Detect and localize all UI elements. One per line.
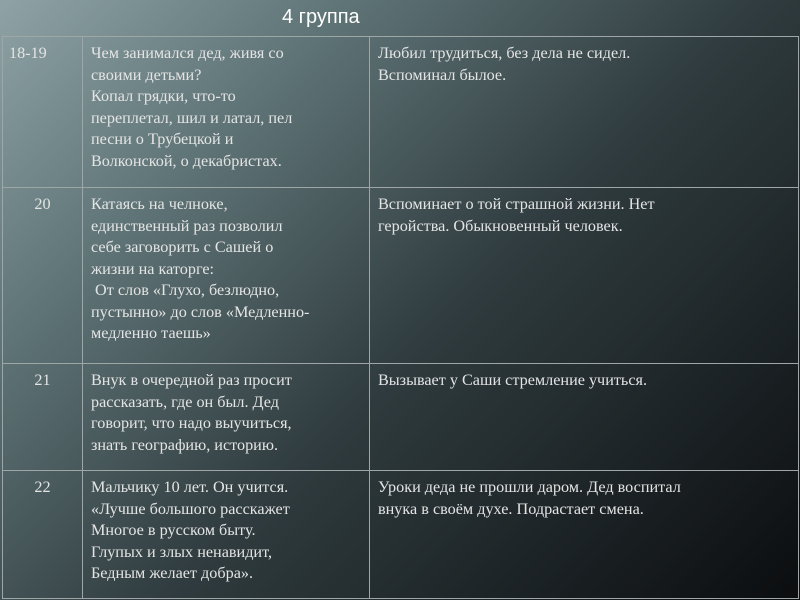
text-line: Волконской, о декабристах.	[91, 151, 282, 170]
text-line: От слов «Глухо, безлюдно,	[91, 281, 280, 299]
event-cell	[83, 471, 370, 599]
event-cell	[83, 37, 370, 188]
row-number: 20	[3, 188, 83, 364]
event-cell	[83, 188, 370, 364]
text-line: Вспоминал былое.	[378, 65, 507, 84]
text-line: Копал грядки, что-то	[91, 87, 236, 105]
page-title: 4 группа	[282, 6, 360, 28]
text-line: Мальчику 10 лет. Он учится.	[91, 478, 289, 496]
text-line: медленно таешь»	[91, 324, 211, 342]
text-line: единственный раз позволил	[91, 216, 283, 235]
text-line: рассказать, где он был. Дед	[91, 392, 279, 411]
conclusion-cell	[370, 471, 799, 599]
text-line: внука в своём духе. Подрастает смена.	[378, 499, 644, 518]
text-line: Уроки деда не прошли даром. Дед воспитал	[378, 478, 681, 496]
text-line: Бедным желает добра».	[91, 564, 254, 582]
text-line: переплетал, шил и латал, пел	[91, 108, 293, 127]
text-line: Катаясь на челноке,	[91, 195, 228, 213]
table-row	[3, 188, 799, 364]
text-line: Глупых и злых ненавидит,	[91, 542, 272, 561]
text-line: Внук в очередной раз просит	[91, 371, 292, 389]
table-row	[3, 471, 799, 599]
table-row	[3, 364, 799, 471]
text-line: песни о Трубецкой и	[91, 130, 234, 148]
text-line: Вызывает у Саши стремление учиться.	[378, 371, 647, 389]
lesson-table	[2, 36, 799, 599]
text-line: жизни на каторге:	[91, 259, 215, 278]
table-row	[3, 37, 799, 188]
text-line: знать географию, историю.	[91, 435, 278, 454]
row-number: 22	[3, 471, 83, 599]
text-line: Вспоминает о той страшной жизни. Нет	[378, 195, 655, 213]
text-line: «Лучше большого расскажет	[91, 499, 290, 518]
event-cell	[83, 364, 370, 471]
text-line: своими детьми?	[91, 65, 202, 84]
text-line: себе заговорить с Сашей о	[91, 238, 274, 256]
row-number: 21	[3, 364, 83, 471]
conclusion-cell	[370, 37, 799, 188]
row-number: 18-19	[3, 37, 83, 188]
text-line: Чем занимался дед, живя со	[91, 44, 284, 62]
text-line: пустынно» до слов «Медленно-	[91, 302, 310, 321]
text-line: геройства. Обыкновенный человек.	[378, 216, 623, 235]
text-line: Любил трудиться, без дела не сидел.	[378, 44, 631, 62]
text-line: говорит, что надо выучиться,	[91, 414, 292, 432]
conclusion-cell	[370, 188, 799, 364]
text-line: Многое в русском быту.	[91, 521, 256, 539]
conclusion-cell	[370, 364, 799, 471]
